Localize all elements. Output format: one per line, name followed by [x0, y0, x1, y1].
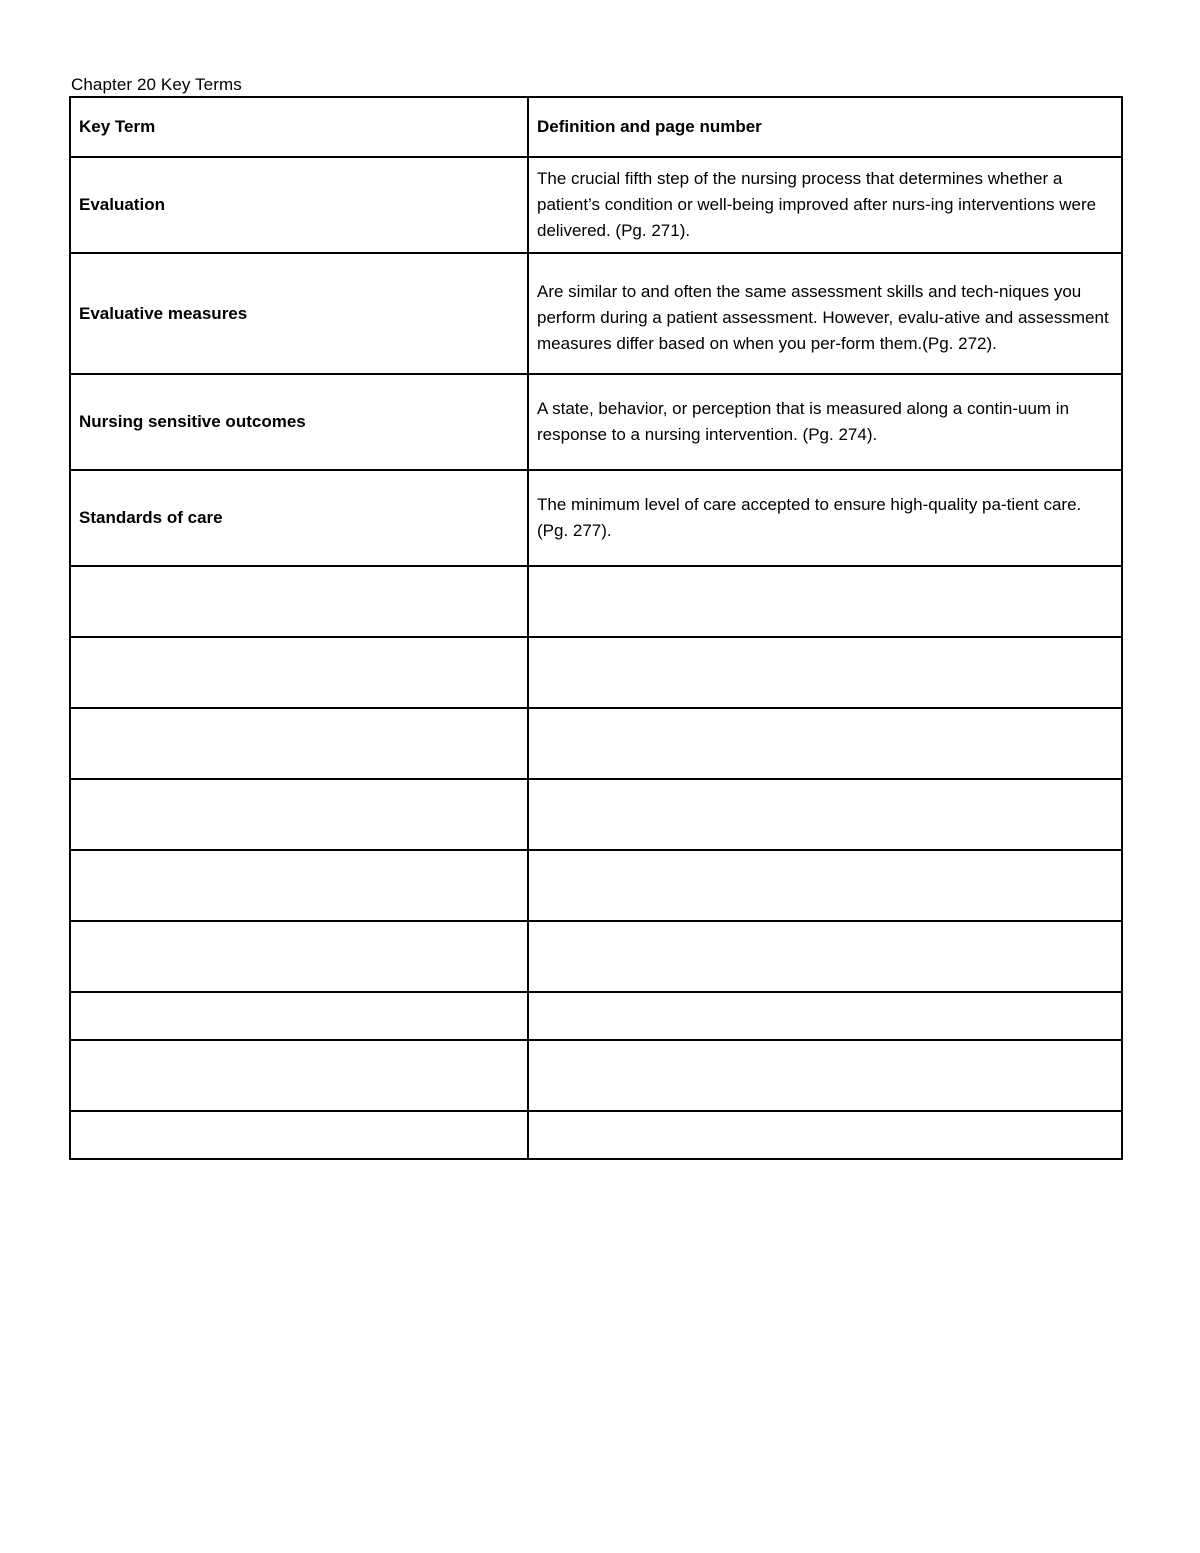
definition-cell: The minimum level of care accepted to ensure high-quality pa-tient care. (Pg. 277).	[528, 470, 1122, 566]
empty-term-cell	[70, 921, 528, 992]
empty-definition-cell	[528, 779, 1122, 850]
header-definition: Definition and page number	[528, 97, 1122, 157]
empty-term-cell	[70, 566, 528, 637]
empty-table-row	[70, 708, 1122, 779]
empty-term-cell	[70, 1111, 528, 1159]
empty-term-cell	[70, 850, 528, 921]
empty-term-cell	[70, 637, 528, 708]
definition-cell: Are similar to and often the same assessment skills and tech-niques you perform during a patient assessment. However, evalu-ative and assessment measures differ based on when you per-form them.(Pg. 272).	[528, 253, 1122, 374]
empty-definition-cell	[528, 850, 1122, 921]
empty-definition-cell	[528, 1040, 1122, 1111]
key-terms-table	[69, 96, 1123, 1160]
empty-term-cell	[70, 1040, 528, 1111]
empty-table-row	[70, 1111, 1122, 1159]
term-cell: Evaluative measures	[70, 253, 528, 374]
empty-definition-cell	[528, 1111, 1122, 1159]
term-cell: Nursing sensitive outcomes	[70, 374, 528, 470]
empty-definition-cell	[528, 637, 1122, 708]
term-cell: Standards of care	[70, 470, 528, 566]
empty-table-row	[70, 637, 1122, 708]
term-cell: Evaluation	[70, 157, 528, 253]
empty-term-cell	[70, 708, 528, 779]
empty-definition-cell	[528, 992, 1122, 1040]
empty-term-cell	[70, 992, 528, 1040]
header-key-term: Key Term	[70, 97, 528, 157]
empty-definition-cell	[528, 708, 1122, 779]
empty-definition-cell	[528, 566, 1122, 637]
empty-table-row	[70, 566, 1122, 637]
empty-table-row	[70, 992, 1122, 1040]
table-row	[70, 470, 1122, 566]
empty-table-row	[70, 921, 1122, 992]
empty-table-row	[70, 779, 1122, 850]
empty-term-cell	[70, 779, 528, 850]
definition-cell: A state, behavior, or perception that is measured along a contin-uum in response to a nursing intervention. (Pg. 274).	[528, 374, 1122, 470]
table-row	[70, 374, 1122, 470]
page-title: Chapter 20 Key Terms	[71, 75, 242, 94]
table-row	[70, 157, 1122, 253]
table-header-row	[70, 97, 1122, 157]
empty-definition-cell	[528, 921, 1122, 992]
table-row	[70, 253, 1122, 374]
definition-cell: The crucial fifth step of the nursing process that determines whether a patient’s condition or well-being improved after nurs-ing interventions were delivered. (Pg. 271).	[528, 157, 1122, 253]
empty-table-row	[70, 1040, 1122, 1111]
empty-table-row	[70, 850, 1122, 921]
